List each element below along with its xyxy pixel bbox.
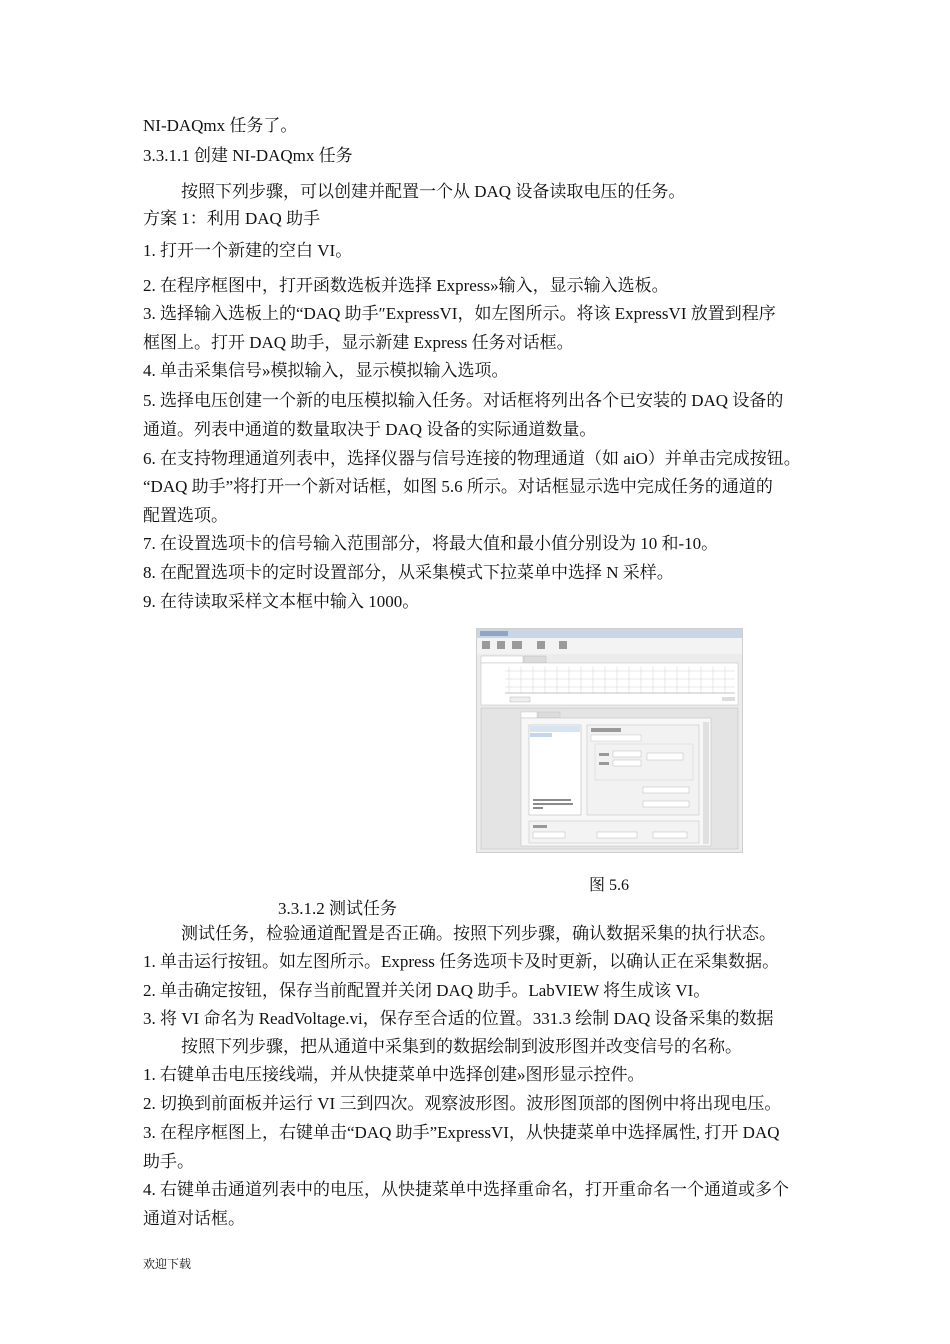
- plot-step-1: 1. 右键单击电压接线端，并从快捷菜单中选择创建»图形显示控件。: [143, 1065, 645, 1084]
- step-5: 5. 选择电压创建一个新的电压模拟输入任务。对话框将列出各个已安装的 DAQ 设备的: [143, 391, 784, 410]
- section-heading-3-3-1-2: 3.3.1.2 测试任务: [278, 899, 397, 918]
- paragraph-intro: 按照下列步骤，可以创建并配置一个从 DAQ 设备读取电压的任务。: [181, 182, 686, 201]
- step-3: 3. 选择输入选板上的“DAQ 助手″ExpressVI，如左图所示。将该 ExpressVI 放置到程序: [143, 304, 776, 323]
- step-3-cont: 框图上。打开 DAQ 助手，显示新建 Express 任务对话框。: [143, 333, 574, 352]
- test-step-1: 1. 单击运行按钮。如左图所示。Express 任务选项卡及时更新，以确认正在采集数据。: [143, 952, 780, 971]
- plot-step-3-cont: 助手。: [143, 1152, 194, 1171]
- step-6: 6. 在支持物理通道列表中，选择仪器与信号连接的物理通道（如 aiO）并单击完成按钮。: [143, 449, 801, 468]
- text-line-1: NI-DAQmx 任务了。: [143, 116, 298, 135]
- paragraph-plot: 按照下列步骤，把从通道中采集到的数据绘制到波形图并改变信号的名称。: [181, 1037, 742, 1056]
- figure-daq-assistant-screenshot: [476, 628, 743, 853]
- step-1: 1. 打开一个新建的空白 VI。: [143, 241, 353, 260]
- test-step-2: 2. 单击确定按钮，保存当前配置并关闭 DAQ 助手。LabVIEW 将生成该 VI。: [143, 981, 711, 1000]
- footer-welcome-download: 欢迎下载: [143, 1257, 192, 1271]
- plot-step-4: 4. 右键单击通道列表中的电压，从快捷菜单中选择重命名，打开重命名一个通道或多个: [143, 1180, 789, 1199]
- step-2: 2. 在程序框图中，打开函数选板并选择 Express»输入，显示输入选板。: [143, 276, 669, 295]
- plot-step-4-cont: 通道对话框。: [143, 1209, 245, 1228]
- step-7: 7. 在设置选项卡的信号输入范围部分，将最大值和最小值分别设为 10 和-10。: [143, 534, 719, 553]
- plot-step-2: 2. 切换到前面板并运行 VI 三到四次。观察波形图。波形图顶部的图例中将出现电压。: [143, 1094, 782, 1113]
- scheme-heading: 方案 1：利用 DAQ 助手: [143, 209, 321, 228]
- test-step-3: 3. 将 VI 命名为 ReadVoltage.vi，保存至合适的位置。331.3 绘制 DAQ 设备采集的数据: [143, 1009, 774, 1028]
- plot-step-3: 3. 在程序框图上，右键单击“DAQ 助手”ExpressVI，从快捷菜单中选择属性, 打开 DAQ: [143, 1123, 780, 1142]
- step-6-cont: “DAQ 助手”将打开一个新对话框，如图 5.6 所示。对话框显示选中完成任务的通道的: [143, 477, 773, 496]
- step-8: 8. 在配置选项卡的定时设置部分，从采集模式下拉菜单中选择 N 采样。: [143, 563, 674, 582]
- paragraph-test: 测试任务，检验通道配置是否正确。按照下列步骤，确认数据采集的执行状态。: [181, 924, 776, 943]
- step-6-cont2: 配置选项。: [143, 506, 228, 525]
- step-5-cont: 通道。列表中通道的数量取决于 DAQ 设备的实际通道数量。: [143, 420, 597, 439]
- step-4: 4. 单击采集信号»模拟输入，显示模拟输入选项。: [143, 361, 509, 380]
- figure-caption: 图 5.6: [589, 877, 630, 894]
- step-9: 9. 在待读取采样文本框中输入 1000。: [143, 592, 420, 611]
- section-heading-3-3-1-1: 3.3.1.1 创建 NI-DAQmx 任务: [143, 146, 353, 165]
